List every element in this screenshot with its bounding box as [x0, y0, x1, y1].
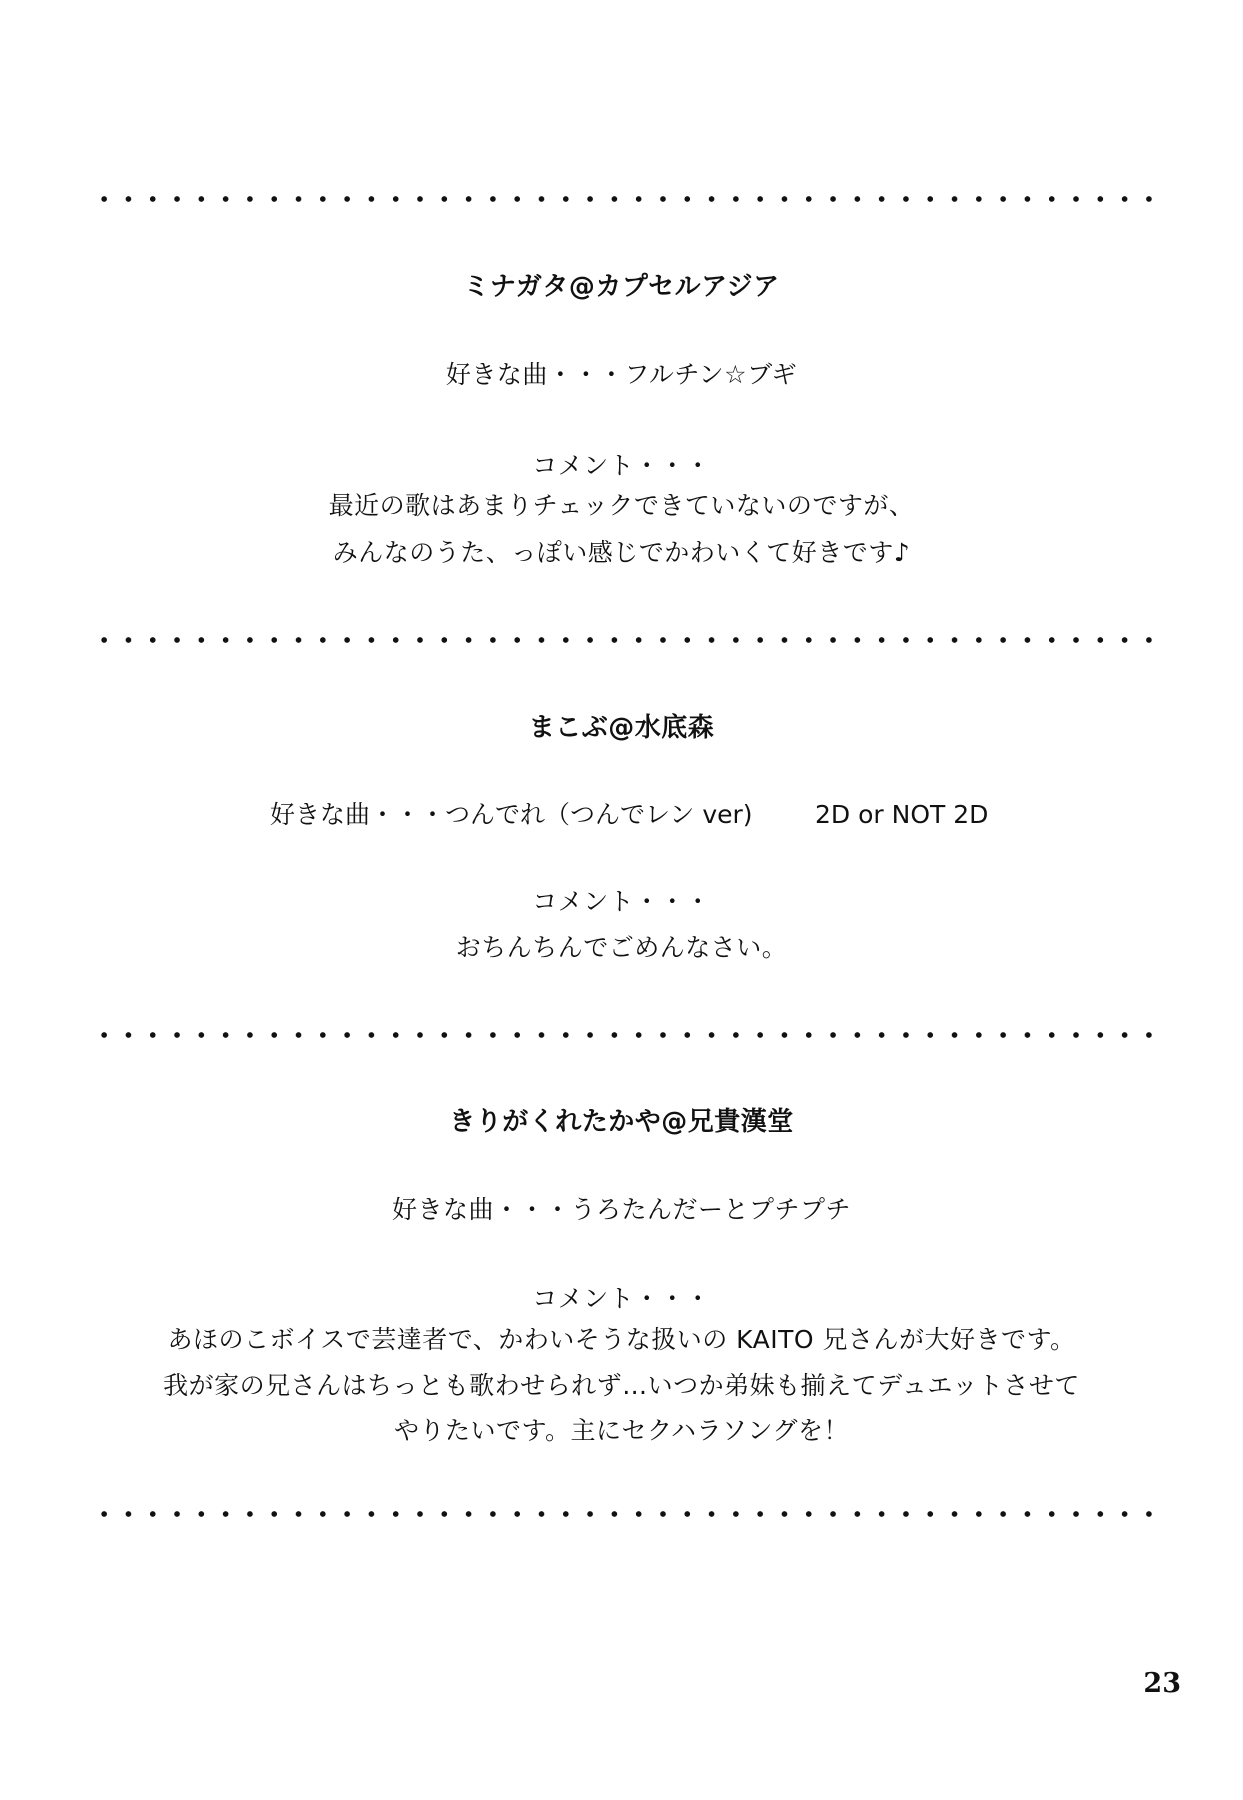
entry-1-name: ミナガタ@カプセルアジア	[463, 272, 780, 302]
entry-3-name: きりがくれたかや@兄貴漢堂	[449, 1107, 794, 1137]
entry-2-comment-label: コメント・・・	[532, 887, 711, 916]
dotted-divider-3	[92, 1032, 1157, 1038]
entry-3-comment-line-3: やりたいです。主にセクハラソングを！	[393, 1416, 849, 1445]
entry-3-comment-label: コメント・・・	[532, 1284, 711, 1313]
entry-2-comment-line-1: おちんちんでごめんなさい。	[455, 933, 788, 962]
dotted-divider-1	[92, 196, 1157, 202]
page-number: 23	[1143, 1668, 1181, 1699]
entry-1-comment-line-2: みんなのうた、っぽい感じでかわいくて好きです♪	[332, 538, 911, 567]
entry-3-comment-line-1: あほのこボイスで芸達者で、かわいそうな扱いの KAITO 兄さんが大好きです。	[167, 1325, 1076, 1354]
entry-2-song: 好きな曲・・・つんでれ（つんでレン ver)	[270, 800, 753, 829]
entry-3-comment-line-2: 我が家の兄さんはちっとも歌わせられず…いつか弟妹も揃えてデュエットさせて	[163, 1371, 1080, 1400]
entry-1-comment-label: コメント・・・	[532, 451, 711, 480]
entry-2-name: まこぶ@水底森	[528, 713, 715, 743]
entry-1-comment-line-1: 最近の歌はあまりチェックできていないのですが、	[328, 491, 915, 520]
entry-1-song: 好きな曲・・・フルチン☆ブギ	[445, 360, 798, 389]
dotted-divider-4	[92, 1511, 1157, 1517]
entry-2-song-extra: 2D or NOT 2D	[815, 800, 989, 829]
entry-3-song: 好きな曲・・・うろたんだーとプチプチ	[391, 1195, 851, 1224]
dotted-divider-2	[92, 637, 1157, 643]
